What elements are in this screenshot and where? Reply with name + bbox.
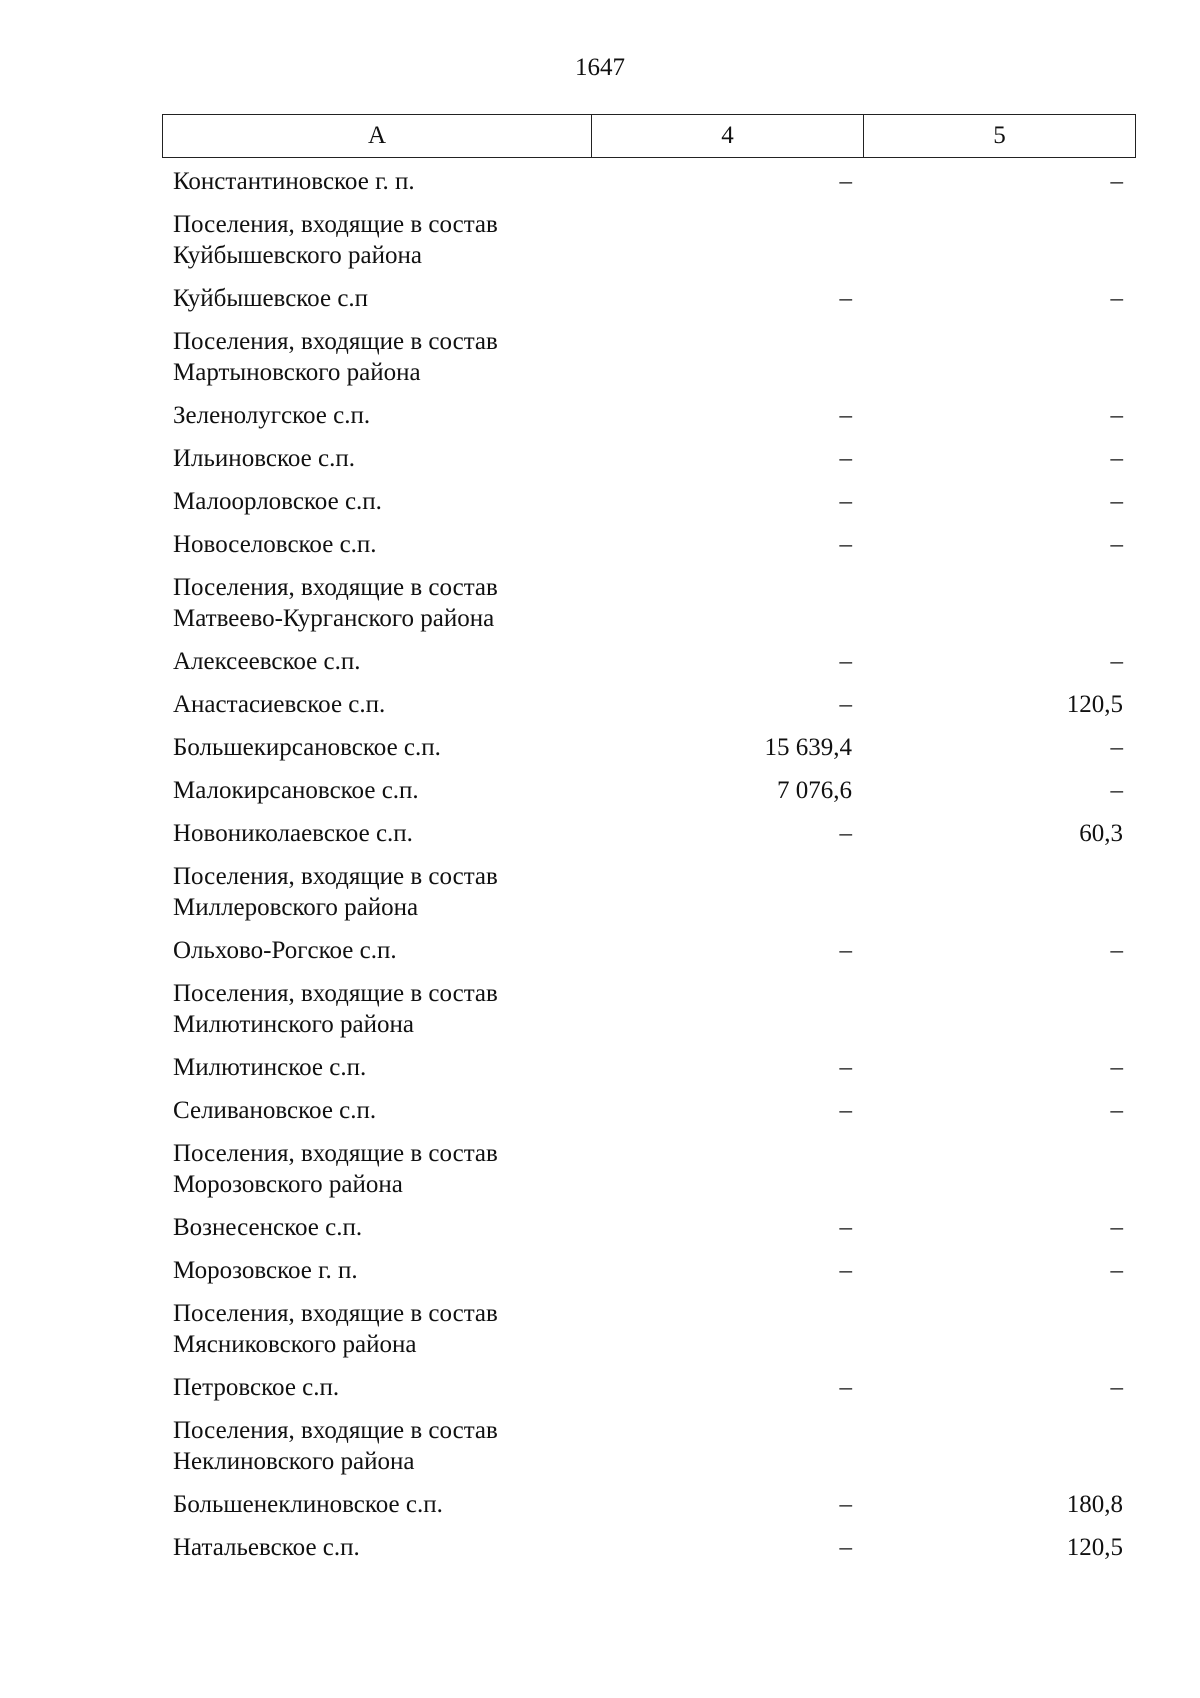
settlement-name: Малокирсановское с.п. bbox=[173, 777, 419, 804]
table-row bbox=[162, 482, 1136, 525]
value-col-5: – bbox=[1110, 1257, 1123, 1284]
header-cell-4: 4 bbox=[592, 115, 864, 157]
table-row bbox=[162, 728, 1136, 771]
table-row bbox=[162, 396, 1136, 439]
table-row bbox=[162, 1368, 1136, 1411]
section-title: Поселения, входящие в состав Милютинского района bbox=[173, 980, 498, 1038]
table-row bbox=[162, 525, 1136, 568]
table-row bbox=[162, 685, 1136, 728]
value-col-4: – bbox=[839, 1534, 852, 1561]
section-title: Поселения, входящие в состав Неклиновского района bbox=[173, 1417, 498, 1475]
settlement-name: Большекирсановское с.п. bbox=[173, 734, 441, 761]
section-title: Поселения, входящие в состав Мясниковского района bbox=[173, 1300, 498, 1358]
table-header bbox=[162, 114, 1136, 158]
value-col-4: – bbox=[839, 1491, 852, 1518]
value-col-5: – bbox=[1110, 402, 1123, 429]
section-header-row bbox=[162, 1294, 1136, 1368]
section-title: Поселения, входящие в состав Мартыновского района bbox=[173, 328, 498, 386]
value-col-5: – bbox=[1110, 531, 1123, 558]
section-title: Поселения, входящие в состав Морозовского района bbox=[173, 1140, 498, 1198]
table-row bbox=[162, 642, 1136, 685]
value-col-4: – bbox=[839, 1257, 852, 1284]
section-header-row bbox=[162, 205, 1136, 279]
table-row bbox=[162, 1528, 1136, 1571]
settlement-name: Натальевское с.п. bbox=[173, 1534, 360, 1561]
value-col-5: – bbox=[1110, 1214, 1123, 1241]
settlement-name: Новоселовское с.п. bbox=[173, 531, 377, 558]
value-col-4: – bbox=[839, 488, 852, 515]
value-col-4: – bbox=[839, 445, 852, 472]
value-col-5: – bbox=[1110, 937, 1123, 964]
section-title: Поселения, входящие в состав Миллеровского района bbox=[173, 863, 498, 921]
settlement-name: Петровское с.п. bbox=[173, 1374, 340, 1401]
table-row bbox=[162, 814, 1136, 857]
settlement-name: Морозовское г. п. bbox=[173, 1257, 358, 1284]
value-col-5: – bbox=[1110, 445, 1123, 472]
value-col-5: – bbox=[1110, 648, 1123, 675]
value-col-4: – bbox=[839, 1097, 852, 1124]
value-col-5: 120,5 bbox=[1066, 1534, 1123, 1561]
table-row bbox=[162, 279, 1136, 322]
value-col-4: – bbox=[839, 937, 852, 964]
settlement-name: Зеленолугское с.п. bbox=[173, 402, 371, 429]
settlement-name: Константиновское г. п. bbox=[173, 168, 415, 195]
value-col-4: – bbox=[839, 1374, 852, 1401]
table-row bbox=[162, 1485, 1136, 1528]
table-row bbox=[162, 162, 1136, 205]
value-col-5: – bbox=[1110, 777, 1123, 804]
section-header-row bbox=[162, 974, 1136, 1048]
settlement-name: Анастасиевское с.п. bbox=[173, 691, 386, 718]
settlement-name: Новониколаевское с.п. bbox=[173, 820, 413, 847]
value-col-4: – bbox=[839, 820, 852, 847]
value-col-4: – bbox=[839, 1054, 852, 1081]
settlement-name: Большенеклиновское с.п. bbox=[173, 1491, 443, 1518]
value-col-5: – bbox=[1110, 488, 1123, 515]
value-col-4: – bbox=[839, 1214, 852, 1241]
value-col-4: 15 639,4 bbox=[764, 734, 852, 761]
table-row bbox=[162, 771, 1136, 814]
value-col-5: – bbox=[1110, 1374, 1123, 1401]
value-col-5: 180,8 bbox=[1066, 1491, 1123, 1518]
value-col-5: – bbox=[1110, 1054, 1123, 1081]
table-row bbox=[162, 439, 1136, 482]
section-header-row bbox=[162, 1411, 1136, 1485]
value-col-4: – bbox=[839, 168, 852, 195]
table-row bbox=[162, 1208, 1136, 1251]
table-row bbox=[162, 1251, 1136, 1294]
value-col-5: – bbox=[1110, 1097, 1123, 1124]
value-col-4: – bbox=[839, 648, 852, 675]
value-col-4: – bbox=[839, 531, 852, 558]
table-row bbox=[162, 1091, 1136, 1134]
value-col-4: – bbox=[839, 285, 852, 312]
page-number: 1647 bbox=[575, 54, 625, 81]
settlement-name: Куйбышевское с.п bbox=[173, 285, 369, 312]
section-title: Поселения, входящие в состав Куйбышевского района bbox=[173, 211, 498, 269]
settlement-name: Милютинское с.п. bbox=[173, 1054, 367, 1081]
value-col-5: – bbox=[1110, 168, 1123, 195]
section-header-row bbox=[162, 857, 1136, 931]
value-col-5: 120,5 bbox=[1066, 691, 1123, 718]
value-col-5: 60,3 bbox=[1079, 820, 1123, 847]
value-col-4: 7 076,6 bbox=[777, 777, 852, 804]
table-row bbox=[162, 1048, 1136, 1091]
settlement-name: Алексеевское с.п. bbox=[173, 648, 361, 675]
value-col-5: – bbox=[1110, 734, 1123, 761]
table-row bbox=[162, 931, 1136, 974]
settlement-name: Ольхово-Рогское с.п. bbox=[173, 937, 397, 964]
section-title: Поселения, входящие в состав Матвеево-Курганского района bbox=[173, 574, 498, 632]
value-col-4: – bbox=[839, 402, 852, 429]
value-col-4: – bbox=[839, 691, 852, 718]
settlement-name: Селивановское с.п. bbox=[173, 1097, 377, 1124]
section-header-row bbox=[162, 1134, 1136, 1208]
section-header-row bbox=[162, 568, 1136, 642]
section-header-row bbox=[162, 322, 1136, 396]
settlement-name: Вознесенское с.п. bbox=[173, 1214, 363, 1241]
table-body bbox=[162, 162, 1136, 1571]
settlement-name: Ильиновское с.п. bbox=[173, 445, 355, 472]
header-cell-a: А bbox=[163, 115, 592, 157]
value-col-5: – bbox=[1110, 285, 1123, 312]
settlement-name: Малоорловское с.п. bbox=[173, 488, 382, 515]
header-cell-5: 5 bbox=[993, 122, 1006, 149]
